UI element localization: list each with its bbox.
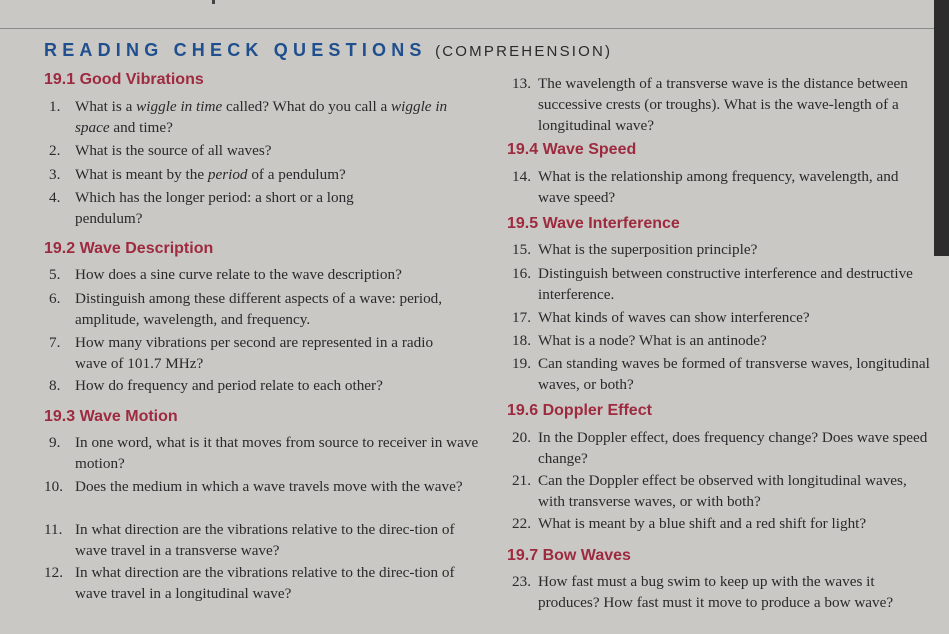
question-number: 14. <box>512 168 531 185</box>
heading-subtitle: (COMPREHENSION) <box>435 43 613 60</box>
question-number: 18. <box>512 332 531 349</box>
question-number: 10. <box>44 478 63 495</box>
question-text: Which has the longer period: a short or a long pendulum? <box>75 189 354 227</box>
question-21 <box>512 470 934 512</box>
question-2 <box>49 140 484 161</box>
question-text: Can the Doppler effect be observed with longitudinal waves, with transverse waves, or with both? <box>538 472 907 510</box>
question-12 <box>44 562 484 604</box>
question-text: In what direction are the vibrations relative to the direc-tion of wave travel in a transverse wave? <box>75 521 455 559</box>
question-text: of a pendulum? <box>247 166 346 183</box>
question-3 <box>49 164 484 185</box>
question-number: 15. <box>512 241 531 258</box>
question-number: 17. <box>512 309 531 326</box>
question-emphasis: period <box>207 166 248 183</box>
section-heading-19-3: 19.3 Wave Motion <box>44 408 178 425</box>
question-number: 12. <box>44 564 63 581</box>
question-number: 3. <box>49 166 61 183</box>
question-text: How many vibrations per second are represented in a radio wave of 101.7 MHz? <box>75 334 434 372</box>
question-number: 23. <box>512 573 531 590</box>
page-heading <box>44 40 612 61</box>
question-number: 4. <box>49 189 61 206</box>
question-text: Distinguish between constructive interference and destructive interference. <box>538 265 913 303</box>
question-text: How does a sine curve relate to the wave description? <box>75 266 402 283</box>
question-number: 13. <box>512 75 531 92</box>
top-rule <box>0 28 934 29</box>
question-text: and time? <box>109 119 173 136</box>
question-14 <box>512 166 934 208</box>
question-15 <box>512 239 934 260</box>
question-number: 5. <box>49 266 61 283</box>
question-emphasis: wiggle in space <box>75 98 448 136</box>
question-16 <box>512 263 934 305</box>
question-number: 16. <box>512 265 531 282</box>
top-edge-mark <box>212 0 215 4</box>
question-number: 7. <box>49 334 61 351</box>
heading-title: READING CHECK QUESTIONS <box>44 40 427 60</box>
section-heading-19-1: 19.1 Good Vibrations <box>44 71 204 88</box>
section-heading-19-4: 19.4 Wave Speed <box>507 141 637 158</box>
question-number: 20. <box>512 429 531 446</box>
question-number: 6. <box>49 290 61 307</box>
question-text: called? What do you call a <box>222 98 392 115</box>
question-17 <box>512 307 934 328</box>
question-23 <box>512 571 934 613</box>
question-text: What kinds of waves can show interference? <box>538 309 810 326</box>
question-number: 9. <box>49 434 61 451</box>
section-heading-19-6: 19.6 Doppler Effect <box>507 402 652 419</box>
question-9 <box>49 432 484 474</box>
question-20 <box>512 427 934 469</box>
question-10 <box>44 476 484 497</box>
question-text: What is the relationship among frequency, wavelength, and wave speed? <box>538 168 899 206</box>
question-text: In what direction are the vibrations relative to the direc-tion of wave travel in a longitudinal wave? <box>75 564 455 602</box>
section-heading-19-2: 19.2 Wave Description <box>44 240 214 257</box>
question-text: What is the source of all waves? <box>75 142 272 159</box>
question-number: 22. <box>512 515 531 532</box>
edge-shadow <box>934 0 949 256</box>
question-number: 1. <box>49 98 61 115</box>
question-text: In the Doppler effect, does frequency change? Does wave speed change? <box>538 429 928 467</box>
question-7 <box>49 332 449 374</box>
question-1 <box>49 96 484 138</box>
question-text: Does the medium in which a wave travels move with the wave? <box>75 478 463 495</box>
question-text: What is a <box>75 98 137 115</box>
question-5 <box>49 264 484 285</box>
question-text: Can standing waves be formed of transverse waves, longitudinal waves, or both? <box>538 355 930 393</box>
question-text: The wavelength of a transverse wave is the distance between successive crests (or troughs). What is the wave-length of a longitudinal wave? <box>538 75 908 134</box>
question-text: What is meant by the <box>75 166 208 183</box>
question-19 <box>512 353 934 395</box>
question-text: How fast must a bug swim to keep up with the waves it produces? How fast must it move to produce a bow wave? <box>538 573 894 611</box>
question-number: 21. <box>512 472 531 489</box>
question-number: 11. <box>44 521 63 538</box>
section-heading-19-5: 19.5 Wave Interference <box>507 215 680 232</box>
question-6 <box>49 288 449 330</box>
question-number: 19. <box>512 355 531 372</box>
question-22 <box>512 513 934 534</box>
question-text: What is the superposition principle? <box>538 241 758 258</box>
question-text: In one word, what is it that moves from source to receiver in wave motion? <box>75 434 479 472</box>
question-13 <box>512 73 934 136</box>
question-18 <box>512 330 934 351</box>
question-text: Distinguish among these different aspects of a wave: period, amplitude, wavelength, and frequency. <box>75 290 443 328</box>
question-number: 8. <box>49 377 61 394</box>
question-11 <box>44 519 484 561</box>
question-text: What is meant by a blue shift and a red shift for light? <box>538 515 867 532</box>
question-text: How do frequency and period relate to each other? <box>75 377 383 394</box>
section-heading-19-7: 19.7 Bow Waves <box>507 547 631 564</box>
question-8 <box>49 375 484 396</box>
question-4 <box>49 187 359 229</box>
question-number: 2. <box>49 142 61 159</box>
question-emphasis: wiggle in time <box>136 98 223 115</box>
question-text: What is a node? What is an antinode? <box>538 332 767 349</box>
